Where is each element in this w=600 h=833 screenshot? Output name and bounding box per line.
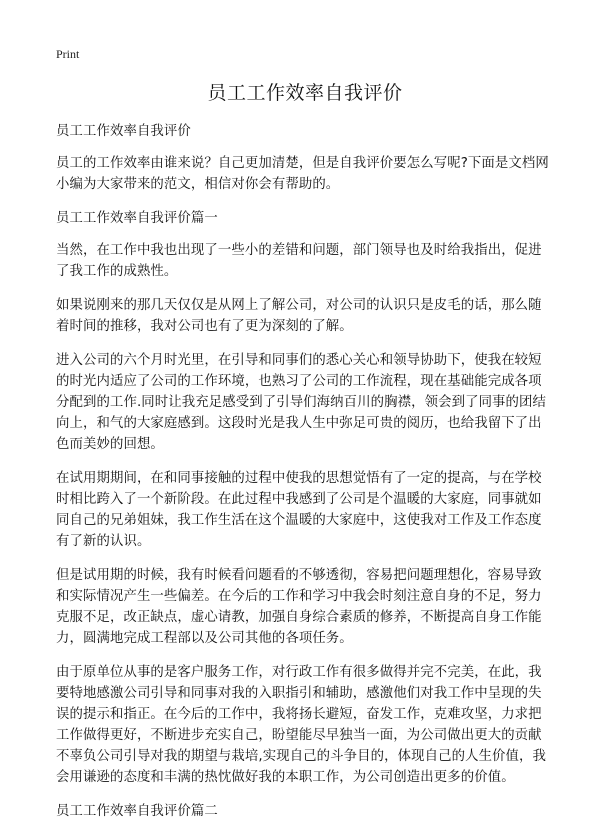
document-title: 员工工作效率自我评价	[207, 82, 403, 104]
body-paragraph: 如果说刚来的那几天仅仅是从网上了解公司，对公司的认识只是皮毛的话，那么随着时间的推移，我对公司也有了更为深刻的了解。	[56, 298, 542, 334]
section-heading: 员工工作效率自我评价篇一	[56, 211, 218, 226]
body-paragraph: 在试用期期间，在和同事接触的过程中使我的思想觉悟有了一定的提高，与在学校时相比跨入了一个新阶段。在此过程中我感到了公司是个温暖的大家庭，同事就如同自己的兄弟姐妹，我工作生活在这个温暖的大家庭中，这使我对工作及工作态度有了新的认识。	[56, 471, 542, 549]
document-body	[56, 121, 554, 833]
section-heading: 员工工作效率自我评价	[56, 124, 191, 139]
body-paragraph: 当然，在工作中我也出现了一些小的差错和问题，部门领导也及时给我指出，促进了我工作的成熟性。	[56, 243, 542, 279]
print-link[interactable]: Print	[56, 47, 80, 61]
intro-paragraph: 员工的工作效率由谁来说？自己更加清楚，但是自我评价要怎么写呢?下面是文档网小编为大家带来的范文，相信对你会有帮助的。	[56, 156, 549, 192]
section-heading: 员工工作效率自我评价篇二	[56, 804, 218, 819]
body-paragraph: 进入公司的六个月时光里，在引导和同事们的悉心关心和领导协助下，使我在较短的时光内适应了公司的工作环境，也熟习了公司的工作流程，现在基础能完成各项分配到的工作.同时让我充足感受到了引导们海纳百川的胸襟，领会到了同事的团结向上，和气的大家庭感到。这段时光是我人生中弥足可贵的阅历，也给我留下了出色而美妙的回想。	[56, 353, 547, 452]
body-paragraph: 但是试用期的时候，我有时候看问题看的不够透彻，容易把问题理想化，容易导致和实际情况产生一些偏差。在今后的工作和学习中我会时刻注意自身的不足，努力克服不足，改正缺点，虚心请教，加强自身综合素质的修养，不断提高自身工作能力，圆满地完成工程部以及公司其他的各项任务。	[56, 568, 542, 646]
body-paragraph: 由于原单位从事的是客户服务工作，对行政工作有很多做得并完不完美，在此，我要特地感激公司引导和同事对我的入职指引和辅助，感激他们对我工作中呈现的失误的提示和指正。在今后的工作中，我将扬长避短，奋发工作，克难攻坚，力求把工作做得更好，不断进步充实自己，盼望能尽早独当一面，为公司做出更大的贡献不辜负公司引导对我的期望与栽培,实现自己的斗争目的，体现自己的人生价值，我会用谦逊的态度和丰满的热忱做好我的本职工作，为公司创造出更多的价值。	[56, 665, 547, 785]
